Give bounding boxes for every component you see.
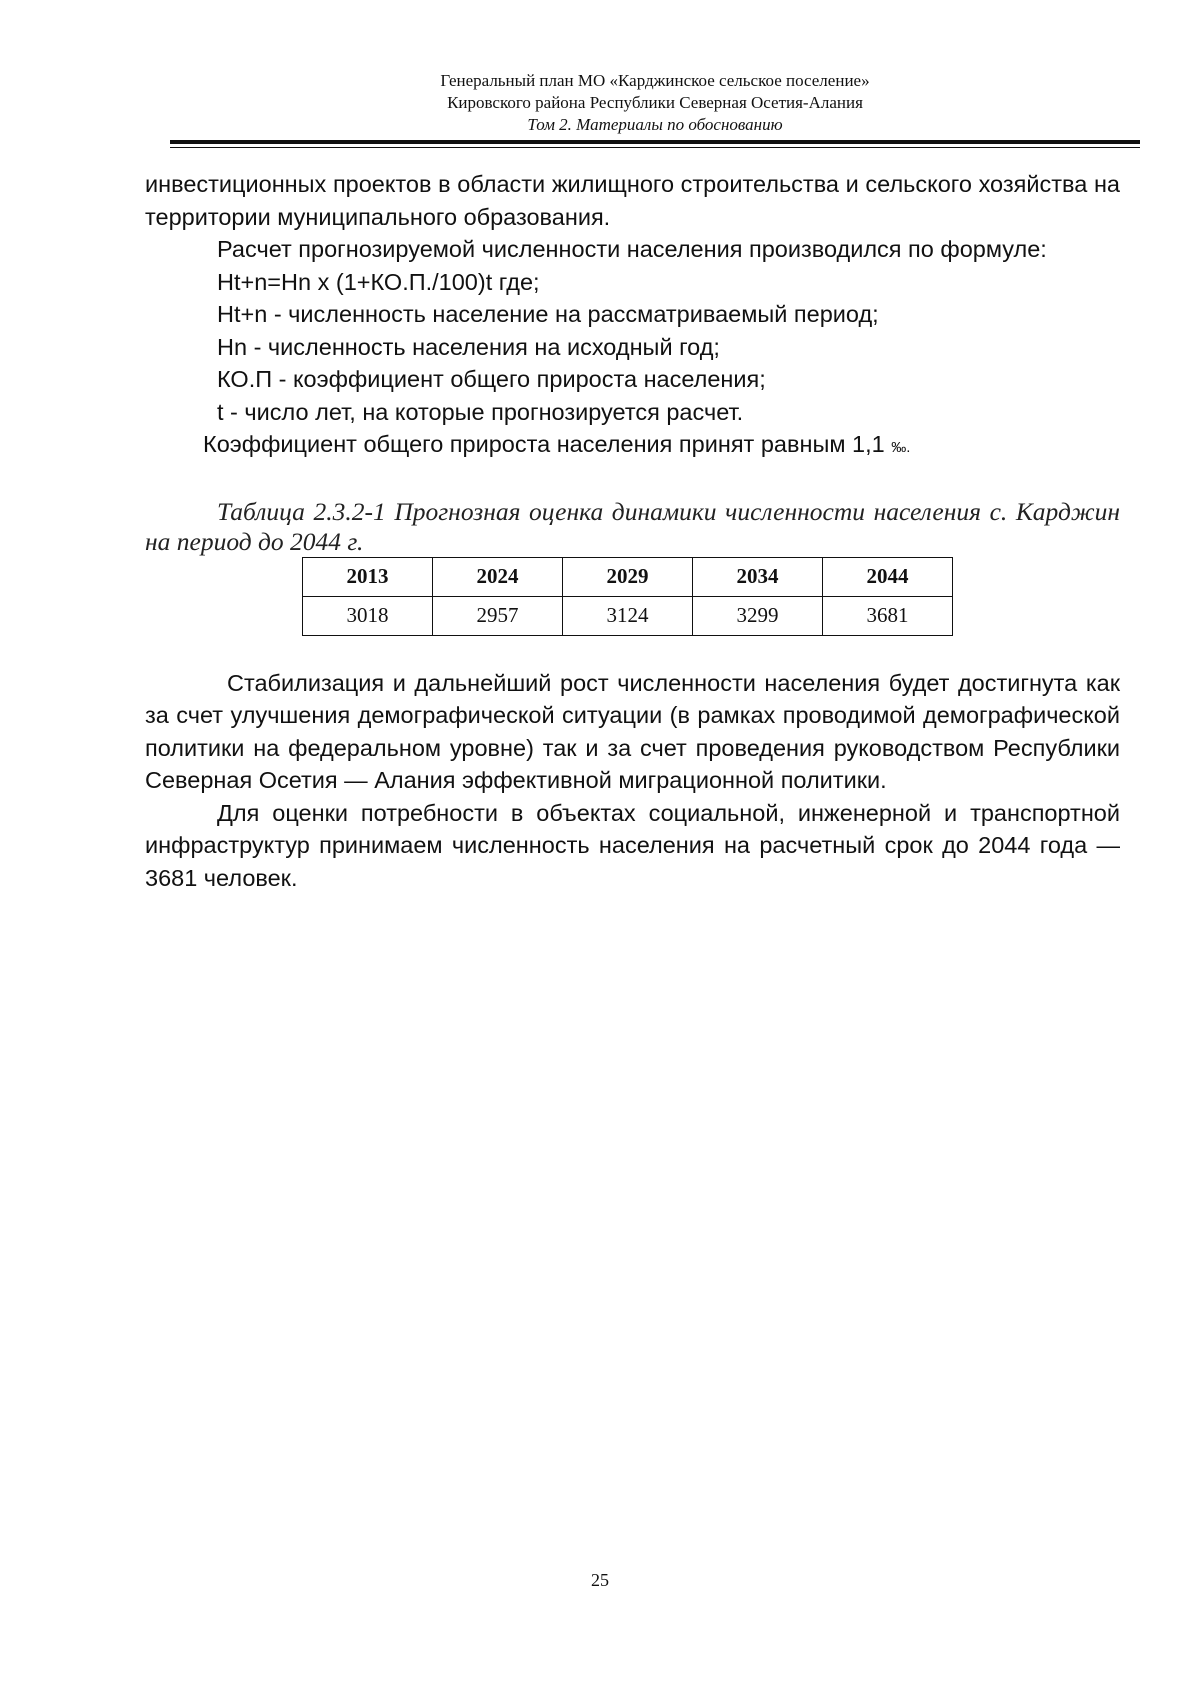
table-caption: Таблица 2.3.2-1 Прогнозная оценка динамики численности населения с. Карджин на период до 2044 г. <box>145 496 1120 556</box>
formula: Нt+n=Нn х (1+КО.П./100)t где; <box>217 268 540 295</box>
population-table <box>302 557 953 636</box>
table-header-cell: 2029 <box>563 557 693 596</box>
table-cell: 3124 <box>563 596 693 635</box>
header-line-2: Кировского района Республики Северная Осетия-Алания <box>447 93 863 112</box>
coefficient-text: Коэффициент общего прироста населения принят равным 1,1 <box>203 431 892 457</box>
table-header-cell: 2034 <box>693 557 823 596</box>
page-header <box>170 70 1140 136</box>
definition-ht-n: Нt+n - численность население на рассматриваемый период; <box>217 301 879 327</box>
header-rule-thick <box>170 140 1140 144</box>
page-number: 25 <box>591 1570 609 1590</box>
paragraph-assessment: Для оценки потребности в объектах социальной, инженерной и транспортной инфраструктур принимаем численность населения на расчетный срок до 2044 года — 3681 человек. <box>145 799 1120 891</box>
header-line-1: Генеральный план МО «Карджинское сельское поселение» <box>440 71 870 90</box>
table-header-cell: 2013 <box>303 557 433 596</box>
definition-kop: КО.П - коэффициент общего прироста населения; <box>217 366 766 392</box>
table-header-cell: 2044 <box>823 557 953 596</box>
coefficient-unit: ‰. <box>891 439 911 456</box>
header-line-3: Том 2. Материалы по обоснованию <box>527 115 783 134</box>
definition-hn: Нn - численность населения на исходный год; <box>217 333 720 360</box>
paragraph-stabilization: Стабилизация и дальнейший рост численности населения будет достигнута как за счет улучшения демографической ситуации (в рамках проводимой демографической политики на федеральном уровне) так и за счет проведения руководством Республики Северная Осетия — Алания эффективной миграционной политики. <box>145 669 1120 793</box>
definition-t: t - число лет, на которые прогнозируется расчет. <box>217 398 744 425</box>
table-header-row <box>303 557 953 596</box>
paragraph-calculation: Расчет прогнозируемой численности населения производился по формуле: <box>217 236 1047 262</box>
header-rule-thin <box>170 147 1140 148</box>
table-cell: 3018 <box>303 596 433 635</box>
table-cell: 3681 <box>823 596 953 635</box>
table-row <box>303 596 953 635</box>
coefficient-statement <box>145 428 1120 465</box>
table-cell: 3299 <box>693 596 823 635</box>
table-header-cell: 2024 <box>433 557 563 596</box>
table-cell: 2957 <box>433 596 563 635</box>
paragraph-investment: инвестиционных проектов в области жилищного строительства и сельского хозяйства на территории муниципального образования. <box>145 171 1120 230</box>
body-text <box>145 168 1120 894</box>
